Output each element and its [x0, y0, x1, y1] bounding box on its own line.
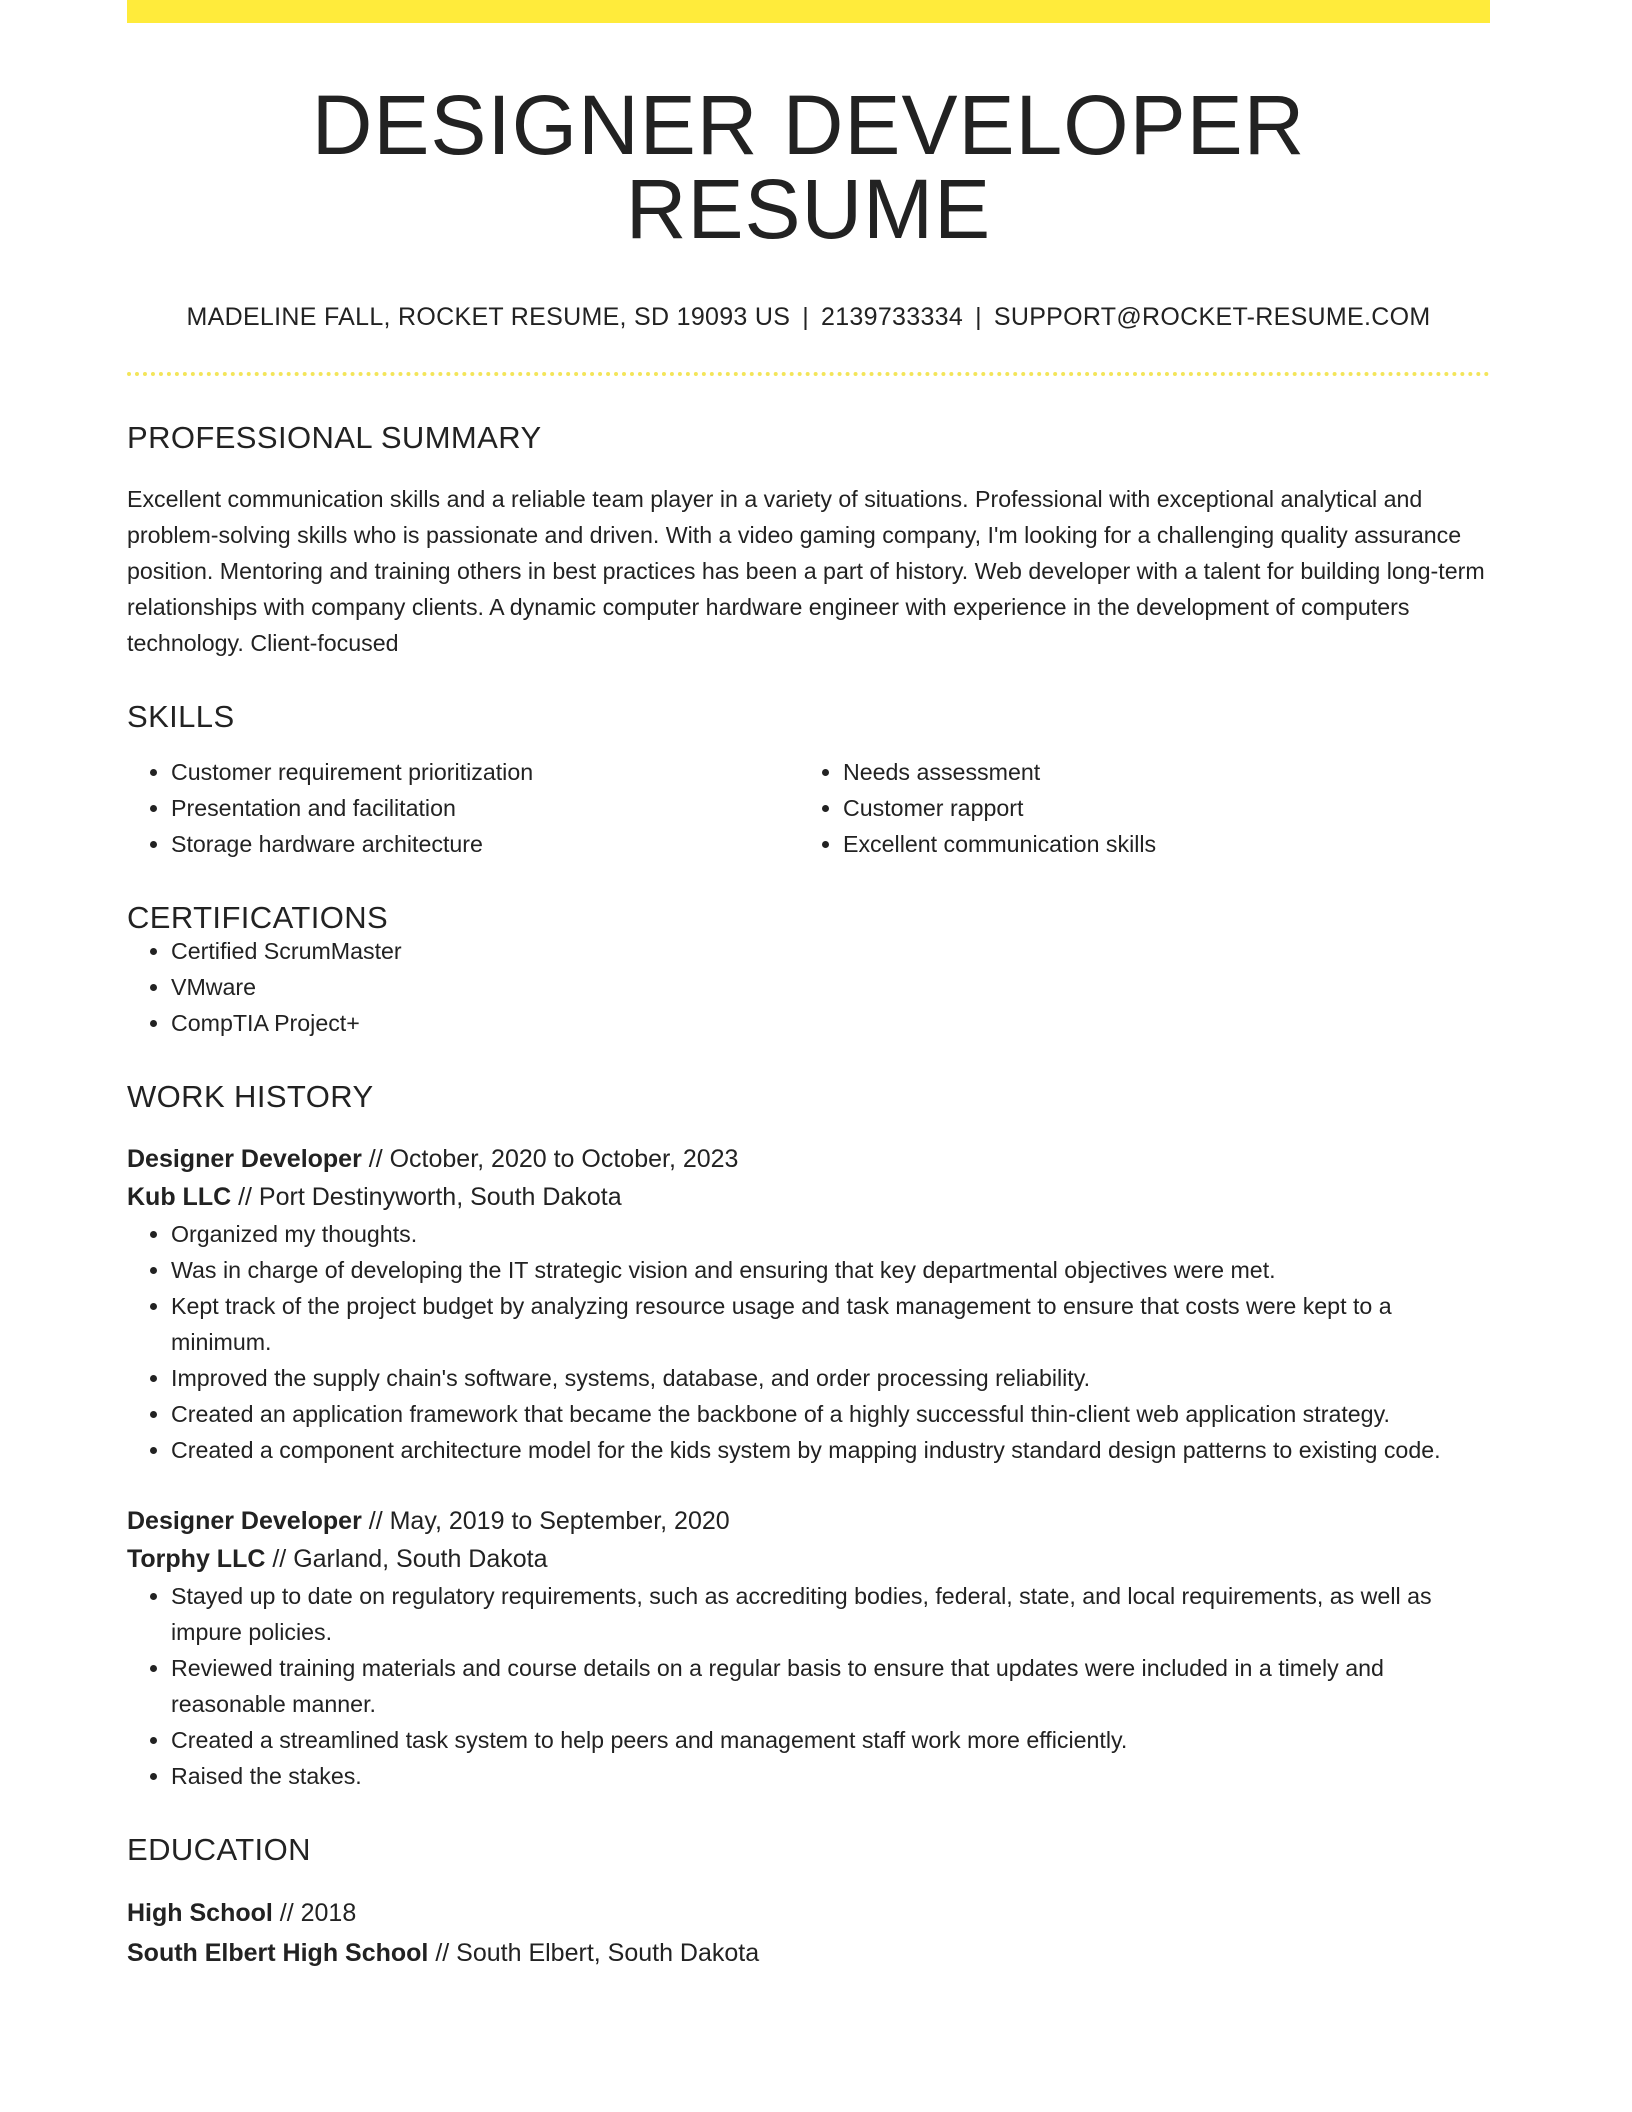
job-dates: // October, 2020 to October, 2023	[361, 1145, 739, 1173]
job-header	[127, 1502, 1490, 1578]
job-role: Designer Developer	[127, 1507, 362, 1535]
summary-heading: PROFESSIONAL SUMMARY	[127, 420, 542, 455]
job-bullet: • Kept track of the project budget by analyzing resource usage and task management to ensure that costs were kept to a minimum.	[171, 1288, 1490, 1360]
skills-column-left	[127, 754, 799, 862]
job-entry	[127, 1140, 1490, 1468]
job-bullet: • Created a streamlined task system to help peers and management staff work more efficiently.	[171, 1722, 1490, 1758]
certification-item: • CompTIA Project+	[171, 1005, 1490, 1041]
contact-separator: |	[802, 303, 810, 331]
job-location: // Garland, South Dakota	[265, 1545, 548, 1573]
job-company-line	[127, 1178, 1490, 1216]
job-bullet: • Reviewed training materials and course details on a regular basis to ensure that updates were included in a timely and reasonable manner.	[171, 1650, 1490, 1722]
job-responsibilities	[127, 1578, 1490, 1794]
contact-address: MADELINE FALL, ROCKET RESUME, SD 19093 US	[186, 303, 791, 331]
job-bullet: • Created a component architecture model for the kids system by mapping industry standard design patterns to existing code.	[171, 1432, 1490, 1468]
skill-item: • Customer rapport	[843, 790, 1471, 826]
skill-item: • Needs assessment	[843, 754, 1471, 790]
contact-phone: 2139733334	[821, 303, 964, 331]
certifications-list	[127, 933, 1490, 1041]
education-entry	[127, 1893, 1490, 1973]
skill-item: • Presentation and facilitation	[171, 790, 799, 826]
job-bullet: • Stayed up to date on regulatory requirements, such as accrediting bodies, federal, state, and local requirements, as well as impure policies.	[171, 1578, 1490, 1650]
education-heading: EDUCATION	[127, 1832, 311, 1867]
certifications-heading: CERTIFICATIONS	[127, 900, 389, 935]
contact-email: SUPPORT@ROCKET-RESUME.COM	[993, 303, 1431, 331]
accent-bar	[127, 0, 1490, 23]
skill-item: • Excellent communication skills	[843, 826, 1471, 862]
summary-text: Excellent communication skills and a reliable team player in a variety of situations. Professional with exceptional analytical and problem-solving skills who is passionate and driven. With a video gaming company, I'm looking for a challenging quality assurance position. Mentoring and training others in best practices has been a part of history. Web developer with a talent for building long-term relationships with company clients. A dynamic computer hardware engineer with experience in the development of computers technology. Client-focused	[127, 486, 1485, 656]
job-entry	[127, 1502, 1490, 1794]
job-role-line	[127, 1140, 1490, 1178]
job-bullet: • Raised the stakes.	[171, 1758, 1490, 1794]
certification-item: • Certified ScrumMaster	[171, 933, 1490, 969]
job-header	[127, 1140, 1490, 1216]
contact-separator: |	[975, 303, 982, 331]
job-bullet: • Organized my thoughts.	[171, 1216, 1490, 1252]
job-company-line	[127, 1540, 1490, 1578]
skill-item: • Storage hardware architecture	[171, 826, 799, 862]
job-bullet: • Created an application framework that became the backbone of a highly successful thin-client web application strategy.	[171, 1396, 1490, 1432]
skills-column-right	[799, 754, 1471, 862]
certification-item: • VMware	[171, 969, 1490, 1005]
work-history-heading: WORK HISTORY	[127, 1079, 374, 1114]
resume-title: DESIGNER DEVELOPER RESUME	[311, 78, 1306, 256]
education-year: // 2018	[272, 1899, 357, 1927]
job-responsibilities	[127, 1216, 1490, 1468]
education-degree-line	[127, 1893, 1490, 1933]
job-bullet: • Was in charge of developing the IT strategic vision and ensuring that key departmental objectives were met.	[171, 1252, 1490, 1288]
skill-item: • Customer requirement prioritization	[171, 754, 799, 790]
education-degree: High School	[127, 1899, 273, 1927]
skills-heading: SKILLS	[127, 699, 235, 734]
contact-line	[127, 305, 1490, 330]
job-dates: // May, 2019 to September, 2020	[361, 1507, 730, 1535]
job-bullet: • Improved the supply chain's software, systems, database, and order processing reliability.	[171, 1360, 1490, 1396]
job-role: Designer Developer	[127, 1145, 362, 1173]
dotted-divider	[127, 372, 1490, 376]
job-location: // Port Destinyworth, South Dakota	[231, 1183, 622, 1211]
education-location: // South Elbert, South Dakota	[428, 1939, 760, 1967]
job-company: Kub LLC	[127, 1183, 232, 1211]
education-school: South Elbert High School	[127, 1939, 429, 1967]
resume-content	[127, 0, 1490, 1973]
skills-list	[127, 754, 1490, 862]
education-school-line	[127, 1933, 1490, 1973]
job-role-line	[127, 1502, 1490, 1540]
job-company: Torphy LLC	[127, 1545, 266, 1573]
